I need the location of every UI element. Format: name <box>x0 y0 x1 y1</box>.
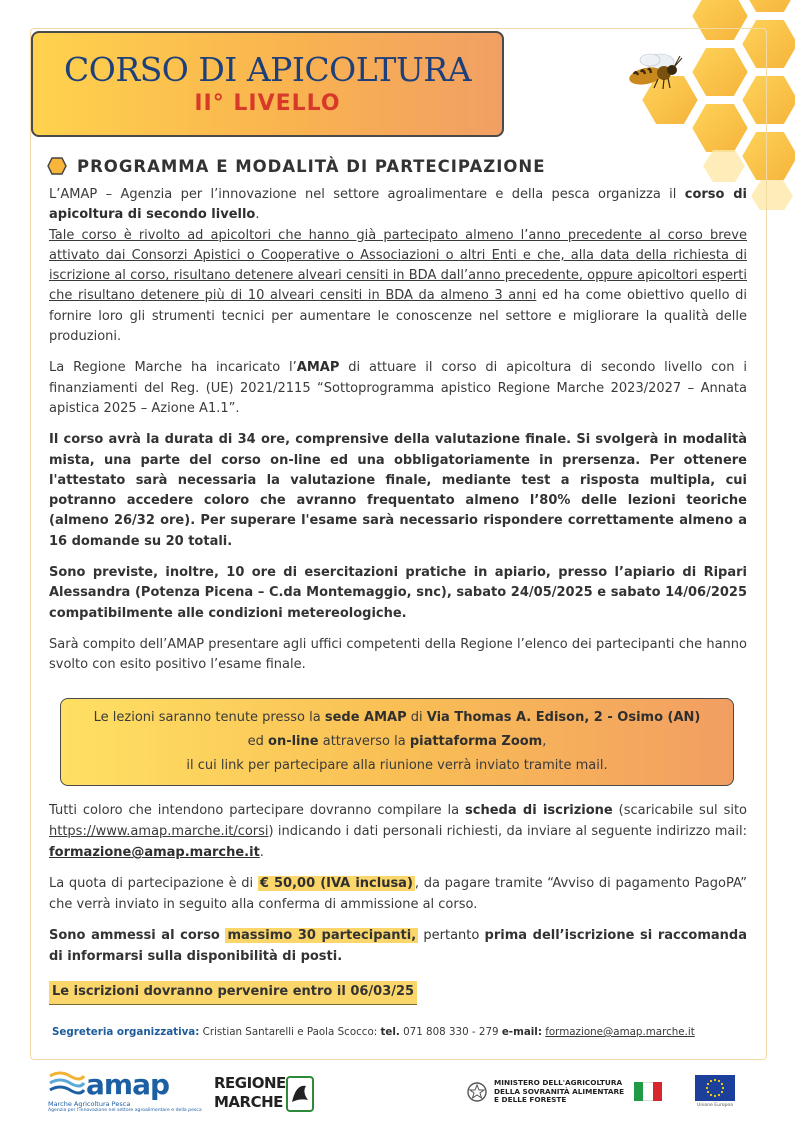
page-subtitle: II° LIVELLO <box>194 91 341 116</box>
section-heading <box>47 154 546 178</box>
title-banner <box>31 31 504 137</box>
online-text-a: ed <box>247 734 269 749</box>
link-line: il cui link per partecipare alla riunione verrà inviato tramite mail. <box>186 758 608 773</box>
fee-text-a: La quota di partecipazione è di <box>49 876 258 891</box>
amap-description: Agenzia per l'innovazione nel settore agroalimentare e della pesca <box>48 1108 202 1113</box>
online-label: on-line <box>268 734 319 749</box>
registration-form-label: scheda di iscrizione <box>465 803 613 818</box>
registration-text-c: ) indicando i dati personali richiesti, da inviare al seguente indirizzo mail: <box>268 824 747 839</box>
main-content <box>49 185 747 687</box>
secretariat-line <box>52 1026 752 1038</box>
funding-paragraph <box>49 358 747 419</box>
practice-paragraph: Sono previste, inoltre, 10 ore di esercitazioni pratiche in apiario, presso l’apiario di Ripari Alessandra (Potenza Picena – C.da Montemaggio, snc), sabato 24/05/2025 e sabato 14/06/2025 compatibilmente alle condizioni metereologiche. <box>49 565 747 621</box>
email-label: e-mail: <box>501 1026 542 1038</box>
location-text-c: di <box>406 710 427 725</box>
zoom-label: piattaforma Zoom <box>409 734 543 749</box>
deadline-paragraph <box>49 981 747 1005</box>
location-info-box <box>60 698 734 786</box>
admission-paragraph <box>49 925 747 967</box>
online-text-c: attraverso la <box>318 734 410 749</box>
amap-tagline: Marche Agricoltura Pesca <box>48 1100 131 1108</box>
deadline-text: Le iscrizioni dovranno pervenire entro il 06/03/25 <box>49 981 417 1005</box>
funding-text-b: di attuare il corso di apicoltura di secondo livello con i finanziamenti del Reg. (UE) 2021/2115 “Sottoprogramma apistico Regione Marche 2023/2027 – Annata apistica 2025 – Azione A1.1”. <box>49 360 747 416</box>
amap-waves-icon <box>48 1070 86 1098</box>
eu-flag-icon <box>695 1075 735 1101</box>
online-comma: , <box>542 734 547 749</box>
marche-word: MARCHE <box>214 1093 283 1111</box>
funding-text-a: La Regione Marche ha incaricato l’ <box>49 360 297 376</box>
funding-amap: AMAP <box>296 360 340 376</box>
italian-emblem-icon <box>466 1079 488 1105</box>
hexagon-icon <box>47 157 67 175</box>
admission-text-b: pertanto <box>418 928 485 943</box>
registration-text-a: Tutti coloro che intendono partecipare dovranno compilare la <box>49 803 466 818</box>
admission-text-a: Sono ammessi al corso <box>49 928 226 943</box>
location-text-a: Le lezioni saranno tenute presso la <box>93 710 325 725</box>
intro-period: . <box>255 207 260 223</box>
admission-max: massimo 30 partecipanti, <box>227 928 417 943</box>
ministero-line-3: E DELLE FORESTE <box>494 1095 567 1104</box>
section-heading-text: PROGRAMMA E MODALITÀ DI PARTECIPAZIONE <box>77 156 546 176</box>
fee-text-b: , da pagare tramite “Avviso di pagamento PagoPA” che verrà inviato in seguito alla conferma di ammissione al corso. <box>49 876 748 912</box>
amap-logo <box>48 1068 202 1114</box>
exam-list-paragraph: Sarà compito dell’AMAP presentare agli uffici competenti della Regione l’elenco dei partecipanti che hanno svolto con esito positivo l’esame finale. <box>49 636 747 673</box>
courses-link[interactable]: https://www.amap.marche.it/corsi <box>49 824 269 839</box>
italy-flag-icon <box>634 1082 662 1101</box>
location-address: Via Thomas A. Edison, 2 - Osimo (AN) <box>426 710 701 725</box>
regione-emblem-icon <box>286 1076 314 1112</box>
objective-text: ed ha come obiettivo quello di fornire loro gli strumenti tecnici per aumentare le conoscenze nel settore e migliorare la qualità delle produzioni. <box>49 288 747 345</box>
location-line <box>61 706 733 730</box>
registration-email-link[interactable]: formazione@amap.marche.it <box>49 845 260 860</box>
online-line <box>61 730 733 754</box>
registration-text-b: (scaricabile sul sito <box>612 803 747 818</box>
ministero-name <box>494 1079 624 1105</box>
registration-content <box>49 800 747 1015</box>
tel-number: 071 808 330 - 279 <box>399 1026 502 1038</box>
secretariat-names: Cristian Santarelli e Paola Scocco: <box>199 1026 381 1038</box>
intro-paragraph <box>49 185 747 347</box>
tel-label: tel. <box>380 1026 400 1038</box>
location-sede: sede AMAP <box>324 710 407 725</box>
fee-paragraph <box>49 873 747 915</box>
duration-paragraph: Il corso avrà la durata di 34 ore, comprensive della valutazione finale. Si svolgerà in modalità mista, una parte del corso on-line ed una obbligatoriamente in prersenza. Per ottenere l'attestato sarà necessaria la valutazione finale, mediante test a risposta multipla, cui potranno accedere coloro che avranno frequentato almeno l’80% delle lezioni teoriche (almeno 26/32 ore). Per superare l'esame sarà necessario rispondere correttamente almeno a 16 domande su 20 totali. <box>49 432 747 549</box>
admission-text-c: prima dell’iscrizione si raccomanda di informarsi sulla disponibilità di posti. <box>49 928 748 964</box>
registration-period: . <box>259 845 264 860</box>
fee-amount: € 50,00 (IVA inclusa) <box>259 876 413 891</box>
bee-icon <box>620 48 688 94</box>
page-title: CORSO DI APICOLTURA <box>64 50 471 89</box>
regione-word: REGIONE <box>214 1074 286 1092</box>
course-level-text: corso di apicoltura di secondo livello <box>49 187 747 223</box>
secretariat-label: Segreteria organizzativa: <box>52 1026 200 1038</box>
amap-wordmark: amap <box>86 1068 170 1101</box>
eligibility-text: Tale corso è rivolto ad apicoltori che hanno già partecipato almeno l’anno precedente al corso breve attivato dai Consorzi Apistici o Cooperative o Associazioni o altri Enti e che, alla data della richiesta di iscrizione al corso, risultano detenere alveari censiti in BDA dall’anno precedente, oppure apicoltori esperti che risultano detenere più di 10 alveari censiti in BDA da almeno 3 anni <box>49 227 747 304</box>
ministero-line-2: DELLA SOVRANITÀ ALIMENTARE <box>494 1086 625 1096</box>
eu-label: Unione Europea <box>697 1103 733 1108</box>
secretariat-email-link[interactable]: formazione@amap.marche.it <box>545 1026 695 1038</box>
ministero-line-1: MINISTERO DELL'AGRICOLTURA <box>494 1078 623 1087</box>
intro-text: L’AMAP – Agenzia per l’innovazione nel settore agroalimentare e della pesca organizza il <box>49 187 685 202</box>
registration-paragraph <box>49 800 747 863</box>
regione-marche-logo <box>214 1074 319 1116</box>
